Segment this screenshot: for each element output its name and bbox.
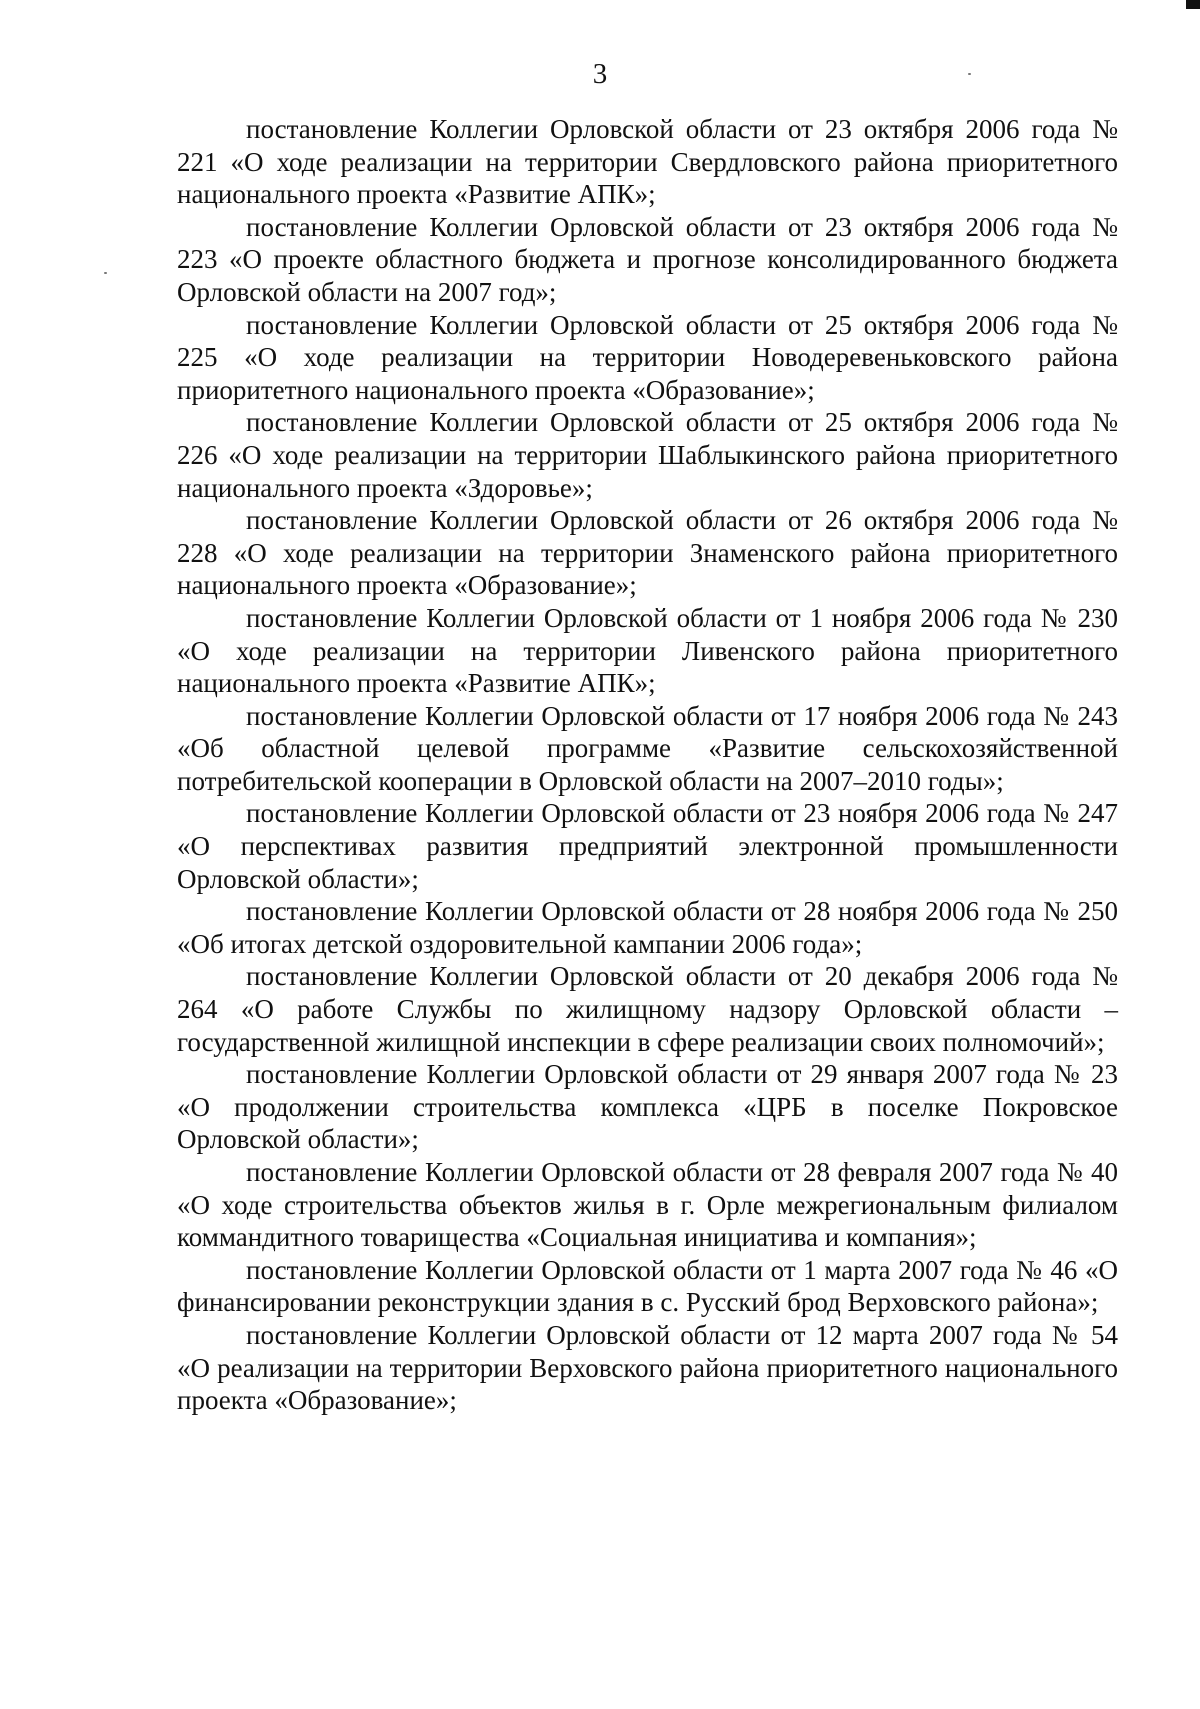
list-item: постановление Коллегии Орловской области от 29 января 2007 года № 23 «О продолжении строительства комплекса «ЦРБ в поселке Покровское Орловской области»; <box>177 1059 1118 1155</box>
list-item: постановление Коллегии Орловской области от 23 октября 2006 года № 223 «О проекте областного бюджета и прогнозе консолидированного бюджета Орловской области на 2007 год»; <box>177 211 1118 307</box>
list-item: постановление Коллегии Орловской области от 28 февраля 2007 года № 40 «О ходе строительства объектов жилья в г. Орле межрегиональным филиалом коммандитного товарищества «Социальная инициатива и компания»; <box>177 1157 1118 1253</box>
list-item: постановление Коллегии Орловской области от 23 октября 2006 года № 221 «О ходе реализации на территории Свердловского района приоритетного национального проекта «Развитие АПК»; <box>177 114 1118 210</box>
list-item: постановление Коллегии Орловской области от 17 ноября 2006 года № 243 «Об областной целевой программе «Развитие сельскохозяйственной потребительской кооперации в Орловской области на 2007–2010 годы»; <box>177 700 1118 796</box>
list-item: постановление Коллегии Орловской области от 1 ноября 2006 года № 230 «О ходе реализации на территории Ливенского района приоритетного национального проекта «Развитие АПК»; <box>177 602 1118 699</box>
list-item: постановление Коллегии Орловской области от 28 ноября 2006 года № 250 «Об итогах детской оздоровительной кампании 2006 года»; <box>177 896 1118 959</box>
list-item: постановление Коллегии Орловской области от 1 марта 2007 года № 46 «О финансировании реконструкции здания в с. Русский брод Верховского района»; <box>177 1254 1118 1318</box>
list-item: постановление Коллегии Орловской области от 23 ноября 2006 года № 247 «О перспективах развития предприятий электронной промышленности Орловской области»; <box>177 798 1118 894</box>
list-item: постановление Коллегии Орловской области от 20 декабря 2006 года № 264 «О работе Службы по жилищному надзору Орловской области – государственной жилищной инспекции в сфере реализации своих полномочий»; <box>177 961 1118 1057</box>
list-item: постановление Коллегии Орловской области от 26 октября 2006 года № 228 «О ходе реализации на территории Знаменского района приоритетного национального проекта «Образование»; <box>177 505 1118 601</box>
page-number: 3 <box>592 58 608 90</box>
list-item: постановление Коллегии Орловской области от 25 октября 2006 года № 225 «О ходе реализации на территории Новодеревеньковского района приоритетного национального проекта «Образование»; <box>177 309 1118 405</box>
document-body <box>177 113 1118 1417</box>
list-item: постановление Коллегии Орловской области от 25 октября 2006 года № 226 «О ходе реализации на территории Шаблыкинского района приоритетного национального проекта «Здоровье»; <box>177 407 1118 503</box>
list-item: постановление Коллегии Орловской области от 12 марта 2007 года № 54 «О реализации на территории Верховского района приоритетного национального проекта «Образование»; <box>177 1319 1118 1416</box>
scan-speck <box>104 272 107 274</box>
scan-corner-mark <box>1186 0 1200 9</box>
